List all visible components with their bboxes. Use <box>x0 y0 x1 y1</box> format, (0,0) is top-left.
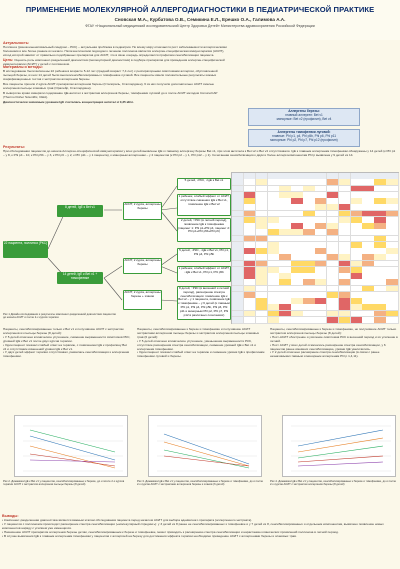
timothy-allergens-title: Аллергены тимофеевки луговой: <box>277 130 331 134</box>
conclusion-item: • Назначение АСИТ препаратом аллергенов березы детям, сенсибилизированным к березе и тимофеевке, может приводить к расширению спектра сенсибилизации и нарастанию клинических проявлений поллиноза в летний период. <box>2 529 339 534</box>
allergen-heatmap-table <box>231 172 399 324</box>
heatmap-cell <box>279 317 291 324</box>
heatmap-cell <box>256 317 268 324</box>
goal-heading: Цель: <box>3 57 14 62</box>
asit-birch-box-1: АСИТ, 2 курса, аллергены березы <box>123 202 162 220</box>
heatmap-cell <box>339 317 351 324</box>
results-block <box>3 146 397 158</box>
heatmap-cell <box>232 317 244 324</box>
heatmap-cell <box>386 317 398 324</box>
result-box-2: 1 ребенок, слабый эффект от АСИТ, отсутствие снижения IgE к Bet v1, появление IgE к Bet v2 <box>177 194 231 216</box>
methods-heading: Материалы и методы: <box>3 65 43 70</box>
result-box-5: 1 ребенок, слабый эффект от АСИТ, ↓IgE к Bet v1, Phl p1, Phl p5b <box>177 266 231 282</box>
results-text: При обследовании пациентов до начала Аллерген-специфической иммунотерапии у всех детей выявлены IgE к главному аллергену березы Bet v1, при этом антитела к Bet v2 и Bet v4 отсутствовали. IgE к главным аллергенам тимофеевки обнаружены у 14 детей (к Phl p1 – у 8, к Phl p4 – 10, к Phl p5b – у 3, к Phl p6 – у 2, к Phl p11 – у 1 пациента), к минорным аллергенам – у 2 пациентов (к Phl p2 – у 1, Phl p12 – у 1). Сочетанная сенсибилизация к двум и более аллергокомпонентам Phl p выявлена у 9 детей из 14. <box>3 148 396 157</box>
chart-fig3 <box>148 415 262 477</box>
conclusion-item: • В случае выявления IgE к главным аллергенам тимофеевки у пациентов с аллергией на березу для достижения эффекта терапии необходимо проведение АСИТ с аллергенами березы и злаковых трав. <box>2 533 297 538</box>
goal-text: Оценить роль компонент-разделенной диагностики (молекулярной диагностики) в подборе препаратов для проведения аллерген-специфической иммунотерапии (АСИТ) у детей с поллинозом. <box>3 57 225 66</box>
birch-allergens-title: Аллергены березы: <box>288 109 320 113</box>
result-box-3: 2 детей, ↑РКС (в летний период), появление IgE к тимофеевке (пациент 1: Phl p1+Phl p4, пациент 2: Phl p1+Phl p5b+Phl p6) <box>177 218 231 242</box>
chart-fig4-svg <box>283 416 395 476</box>
heatmap-cell <box>291 317 303 324</box>
heatmap-cell <box>362 317 374 324</box>
chart-fig2-svg <box>15 416 127 476</box>
methods-text-2: Все пациенты прошли 2 курса АСИТ препаратом аллергенов березы (Сталораль, Сталлерджен), 6 из них получили дополнительно АСИТ смесью аллергенов пыльцы злаковых трав (Оралейр, Сталлерджен). <box>3 82 214 90</box>
result-box-1: 5 детей, ↓РКС, ↓IgE к Bet v1 <box>177 178 231 190</box>
conclusion-item: • Компонент-разделенная диагностика является важным этапом обследования пациента перед началом АСИТ для выбора адекватного препарата (аллергенного экстракта). <box>2 517 253 522</box>
fig1-caption: Рис.1 Дизайн исследования и результаты компонент-разделенной диагностики пациентов до начала АСИТ и после 2-х курсов терапии. <box>3 313 116 320</box>
fig2-caption: Рис.2. Динамика IgE к Bet v1 у пациентов, сенсибилизированных к березе, до и после 2-х курсов терапии АСИТ с экстрактом аллергенов пыльцы березы (8 детей) <box>3 480 125 487</box>
poster-affiliation: ФГАУ «Национальный медицинский исследовательский Центр Здоровья Детей» Министерства здравоохранения Российской Федерации <box>85 24 315 28</box>
conclusions-heading: Выводы: <box>2 514 19 518</box>
relevance-heading: Актуальность: <box>3 41 30 45</box>
heatmap-cell <box>327 317 339 324</box>
intro-block <box>3 42 228 106</box>
result-box-6: 8 детей, ↑РКС (в весенний и летний период), расширение спектра сенсибилизации: появление IgE к Bet v2 – у 1 пациента, появление IgE к тимофеевке – у 6 детей (к главным Phl p1, Phl p4, Phl p5b, Phl p6, Phl p11 и минорным Phl p2, Phl p7, Phl p12 в различных сочетаниях) <box>177 286 231 320</box>
asit-birch-grass-box: АСИТ, 2 курса, аллергены березы + злаков <box>123 290 162 310</box>
threshold-text: Диагностически значимым уровнем IgE считалась концентрация антител ≥ 0,35 кЕ/л. <box>3 99 134 104</box>
methods-text-3: В сыворотке крови измеряли содержание IgE-антител к экстрактам аллергенов березы, тимофеевки луговой до и после АСИТ методом ImmunoCAP (Thermo Fisher Scientific, США). <box>3 90 218 99</box>
birch-allergens-box <box>248 108 360 126</box>
result-box-4: 5 детей, ↓РКС, ↓IgE к Bet v1, Phl p1, Phl p4, Phl p5b <box>177 248 231 262</box>
poster-header <box>0 0 400 40</box>
patients-box: 22 пациента, поллиноз (РКС) <box>3 241 48 258</box>
poster-title: ПРИМЕНЕНИЕ МОЛЕКУЛЯРНОЙ АЛЛЕРГОДИАГНОСТИКИ В ПЕДИАТРИЧЕСКОЙ ПРАКТИКЕ <box>25 5 375 14</box>
birch-allergens-major: главный аллерген: Bet v1 <box>285 113 323 117</box>
heatmap-cell <box>303 317 315 324</box>
relevance-text: Поллиноз (риноконъюнктивальный синдром – РКС) – актуальная проблема в педиатрии. По всему миру отмечается рост заболеваемости аллергическими болезнями и все более ранние их начало. Патогенетическим подходом к лечению поллиноза является аллерген-специфическая иммунотерапия (АСИТ), исход которой зависит от правильно подобранных препаратов для АСИТ, что в свою очередь определяется профилем сенсибилизации пациента. <box>3 44 227 57</box>
heatmap-cell <box>351 317 363 324</box>
group-birch-timothy-box: 14 детей, IgE к Bet v1 + тимофеевке <box>57 272 103 284</box>
fig3-caption: Рис.3. Динамика IgE к Bet v1 у пациентов, сенсибилизированных к березе и тимофеевке, до и после 2-х курсов АСИТ с экстрактами аллергенов березы и злаков (6 детей) <box>137 480 263 487</box>
results-heading: Результаты: <box>3 145 25 149</box>
fig4-caption: Рис.4. Динамика IgE к Bet v1 у пациентов, сенсибилизированных к березе и тимофеевке, до и после 2-х курсов АСИТ с экстрактом аллергенов березы (8 детей) <box>270 480 396 487</box>
timothy-allergens-box <box>248 129 360 147</box>
methods-text: В исследование были включены 22 ребенка в возрасте 5-12 лет (средний возраст 7,4 лет) с респираторными симптомами аллергии, обусловленной пыльцой березы, из них 14 детей были высокосенсибилизированы к тимофеевке луговой. Все пациенты имели положительные результаты кожных скарификационных тестов с экстрактом аллергенов березы. <box>3 69 218 82</box>
column-text-1: Пациенты, сенсибилизированные только к Bet v1 и получившие АСИТ с экстрактом аллергенов из пыльцы березы (8 детей): • У 5 детей отмечено клиническое улучшение, снижение выраженности симптомов РКС, уровней IgE к Bet v1 после двух курсов терапии. • Один пациент показал слабый ответ на терапию, с появлением IgE к профилину Bet v2 и отсутствием изменений уровня IgE к Bet v1. • У двух детей эффект терапии отсутствовал, развилась сенсибилизация к аллергенам тимофеевки. <box>3 327 131 359</box>
asit-birch-box-2: АСИТ, 2 курса, аллергены березы <box>123 258 162 274</box>
timothy-allergens-major: главные: Phl p1, p4, Phl p5b, Phl p6, Phl p11 <box>271 134 337 138</box>
chart-fig2 <box>14 415 128 477</box>
heatmap-cell <box>244 317 256 324</box>
timothy-allergens-minor: минорные: Phl p2, Phl p7, Phl p12 (профилин) <box>270 138 338 142</box>
column-text-3: Пациенты, сенсибилизированные к березе и тимофеевке, но получившие АСИТ только экстрактом аллергенов пыльцы березы (8 детей): • Пост-АСИТ обострение и усиление симптомов РКС в весенний период и их усиление в летний. • Пост АСИТ у всех детей отмечалось расширение спектра сенсибилизации, у 6 пациентов ранее имевших сенсибилизацию, уровни IgE увеличились. • У 2 детей отмечено расширение спектра сенсибилизации (в связи с ранее незначимыми главным и минорным аллергенам Phl p 1,4,11). <box>270 327 398 359</box>
group-birch-box: 8 детей, IgE к Bet v1 <box>57 205 103 217</box>
heatmap-cell <box>268 317 280 324</box>
poster-authors: Сновская М.А., Курбатова О.В., Семикина Е.Л., Ерешко О.А., Галимова А.А. <box>114 17 286 22</box>
conclusions-block <box>2 515 398 538</box>
column-text-2: Пациенты, сенсибилизированные к березе и тимофеевке и получившие АСИТ экстрактами аллергенов пыльцы березы и экстрактом аллергенов пыльцы злаковых трав (6 детей): • У 5 детей отмечено клиническое улучшение, уменьшение выраженности РКС, отсутствие расширения спектра сенсибилизации, снижение уровней IgE к Bet v1 и аллергенам тимофеевки. • Один пациент показал слабый ответ на терапию и снижение уровня IgE к профилинам тимофеевки луговой и березы. <box>137 327 265 359</box>
conclusion-item: • У пациентов с поллинозом происходит расширение спектра сенсибилизации («молекулярный спрединг»): у 3 детей из 8 ранее не сенсибилизированных к тимофеевке и у 7 детей из 8, сенсибилизированных и отдельным компонентам, выявлено появление новых компонентов наряду с усилием уже имеющихся. <box>2 521 384 530</box>
chart-fig4 <box>282 415 396 477</box>
chart-fig3-svg <box>149 416 261 476</box>
birch-allergens-minor: минорные: Bet v2 (профилин), Bet v4 <box>276 117 332 121</box>
heatmap-cell <box>315 317 327 324</box>
heatmap-cell <box>374 317 386 324</box>
